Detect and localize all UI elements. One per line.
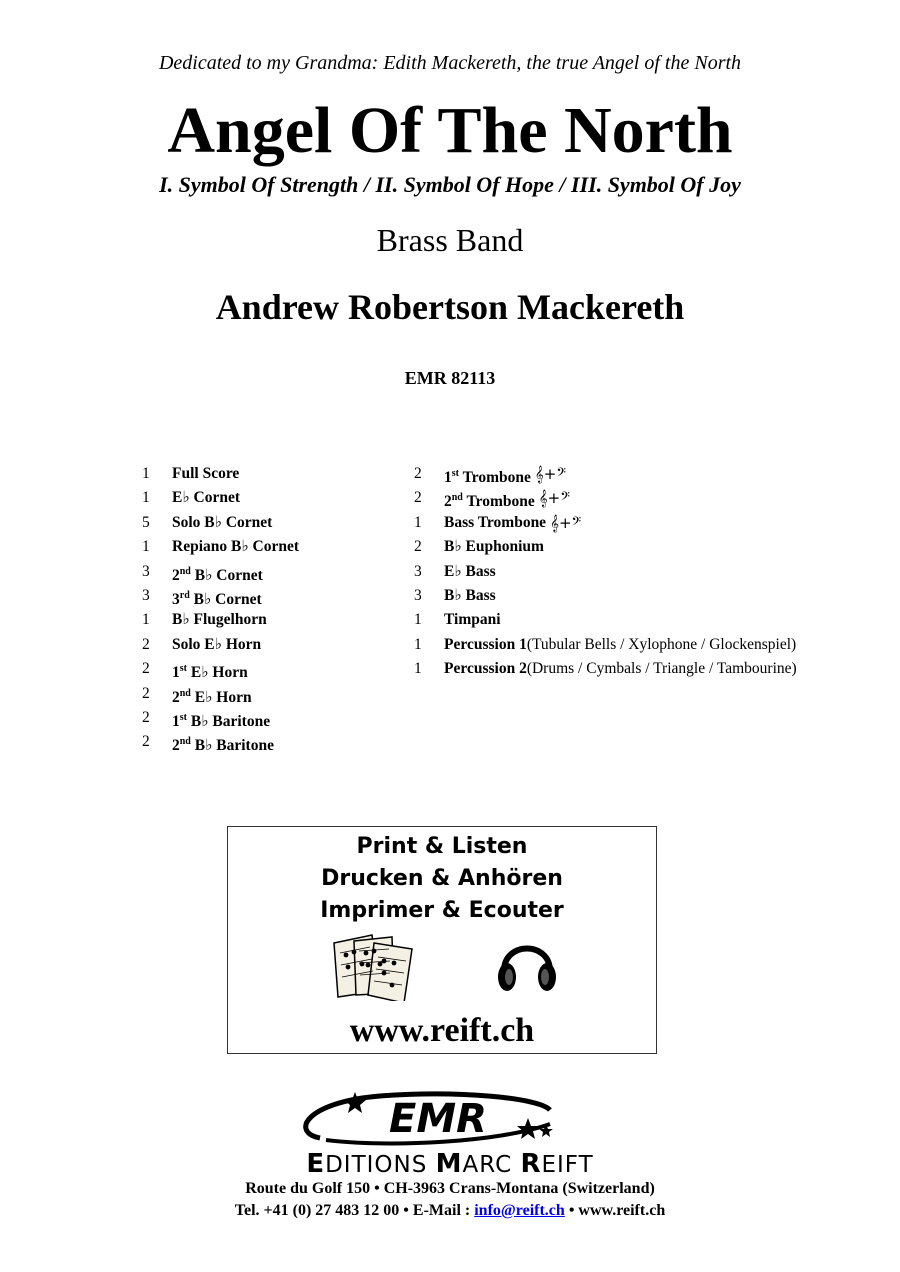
composer: Andrew Robertson Mackereth xyxy=(215,287,685,327)
part-name: B♭ Bass xyxy=(444,586,496,604)
part-name: Solo B♭ Cornet xyxy=(172,513,273,531)
part-name: 1st B♭ Baritone xyxy=(172,711,271,731)
part-name: Percussion 2 xyxy=(444,660,527,678)
part-name: B♭ Flugelhorn xyxy=(172,611,267,629)
print-listen-de: Drucken & Anhören xyxy=(321,866,563,891)
part-row xyxy=(142,535,299,559)
part-name: Timpani xyxy=(444,611,501,629)
part-row xyxy=(414,486,797,510)
part-name: 1st Trombone xyxy=(444,468,531,487)
part-name: E♭ Cornet xyxy=(172,489,241,507)
part-row xyxy=(142,462,299,486)
part-row xyxy=(414,633,797,657)
part-row xyxy=(414,608,797,632)
catalog-number: EMR 82113 xyxy=(404,368,496,388)
part-quantity: 1 xyxy=(414,635,422,653)
part-quantity: 2 xyxy=(142,660,150,678)
part-row xyxy=(414,584,797,608)
part-name: 2nd B♭ Baritone xyxy=(172,736,274,755)
part-quantity: 1 xyxy=(142,489,150,507)
parts-list-right xyxy=(414,462,797,682)
part-row xyxy=(414,560,797,584)
part-name: E♭ Bass xyxy=(444,562,496,580)
part-quantity: 2 xyxy=(414,538,422,556)
part-name: B♭ Euphonium xyxy=(444,538,544,556)
part-name: Repiano B♭ Cornet xyxy=(172,538,300,556)
part-name: Solo E♭ Horn xyxy=(172,635,262,653)
part-name: Full Score xyxy=(172,465,240,482)
clef-icon: 𝄞+𝄢 xyxy=(550,513,582,532)
part-row xyxy=(142,584,299,608)
part-quantity: 2 xyxy=(142,684,150,702)
part-name: 1st E♭ Horn xyxy=(172,663,248,682)
part-name: 2nd E♭ Horn xyxy=(172,687,252,706)
print-listen-box xyxy=(227,826,657,1054)
sheet-music-icon xyxy=(328,931,420,1001)
part-row xyxy=(142,511,299,535)
part-quantity: 1 xyxy=(414,611,422,629)
print-listen-url[interactable]: www.reift.ch xyxy=(349,1012,535,1049)
part-row xyxy=(142,657,299,681)
part-quantity: 2 xyxy=(414,465,422,482)
part-row xyxy=(142,633,299,657)
part-quantity: 1 xyxy=(414,513,422,531)
part-name: 2nd B♭ Cornet xyxy=(172,565,263,584)
part-row xyxy=(142,730,299,754)
part-quantity: 5 xyxy=(142,513,150,531)
part-row xyxy=(142,682,299,706)
part-row xyxy=(142,706,299,730)
part-row xyxy=(414,462,797,486)
publisher-contact xyxy=(0,1202,900,1220)
part-quantity: 2 xyxy=(142,733,150,751)
print-listen-fr: Imprimer & Ecouter xyxy=(320,898,564,923)
parts-list-left xyxy=(142,462,299,755)
print-listen-en: Print & Listen xyxy=(356,834,528,859)
part-name: Bass Trombone xyxy=(444,513,547,531)
movements-subtitle: I. Symbol Of Strength / II. Symbol Of Hope / III. Symbol Of Joy xyxy=(159,172,741,197)
email-link[interactable]: info@reift.ch xyxy=(474,1202,565,1219)
contact-web: • www.reift.ch xyxy=(564,1202,666,1219)
part-row xyxy=(142,486,299,510)
emr-logo xyxy=(250,1088,650,1150)
part-row xyxy=(414,657,797,681)
part-row xyxy=(414,535,797,559)
part-quantity: 3 xyxy=(142,562,150,580)
part-quantity: 2 xyxy=(142,708,150,726)
part-name: Percussion 1 xyxy=(444,635,527,653)
part-name: 2nd Trombone xyxy=(444,492,535,511)
part-row xyxy=(142,608,299,632)
part-note: (Tubular Bells / Xylophone / Glockenspiel) xyxy=(526,635,797,653)
clef-icon: 𝄞+𝄢 xyxy=(534,465,566,483)
emr-logo-text: EMR xyxy=(389,1096,487,1142)
page-title: Angel Of The North xyxy=(167,94,733,167)
part-quantity: 1 xyxy=(142,611,150,629)
part-name: 3rd B♭ Cornet xyxy=(172,589,262,609)
part-quantity: 1 xyxy=(142,465,150,482)
dedication: Dedicated to my Grandma: Edith Mackereth, the true Angel of the North xyxy=(158,52,742,74)
part-quantity: 3 xyxy=(142,586,150,604)
part-quantity: 2 xyxy=(414,489,422,507)
headphones-icon xyxy=(494,931,560,997)
part-quantity: 1 xyxy=(142,538,150,556)
part-row xyxy=(414,511,797,535)
part-quantity: 1 xyxy=(414,660,422,678)
part-quantity: 3 xyxy=(414,586,422,604)
publisher-name: EDITIONS MARC REIFT xyxy=(306,1149,594,1179)
part-row xyxy=(142,560,299,584)
part-note: (Drums / Cymbals / Triangle / Tambourine) xyxy=(526,660,797,678)
publisher-address: Route du Golf 150 • CH-3963 Crans-Montana (Switzerland) xyxy=(245,1180,655,1197)
part-quantity: 3 xyxy=(414,562,422,580)
ensemble: Brass Band xyxy=(376,222,524,258)
clef-icon: 𝄞+𝄢 xyxy=(538,489,570,508)
part-quantity: 2 xyxy=(142,635,150,653)
contact-phone: Tel. +41 (0) 27 483 12 00 • E-Mail : xyxy=(234,1202,475,1219)
